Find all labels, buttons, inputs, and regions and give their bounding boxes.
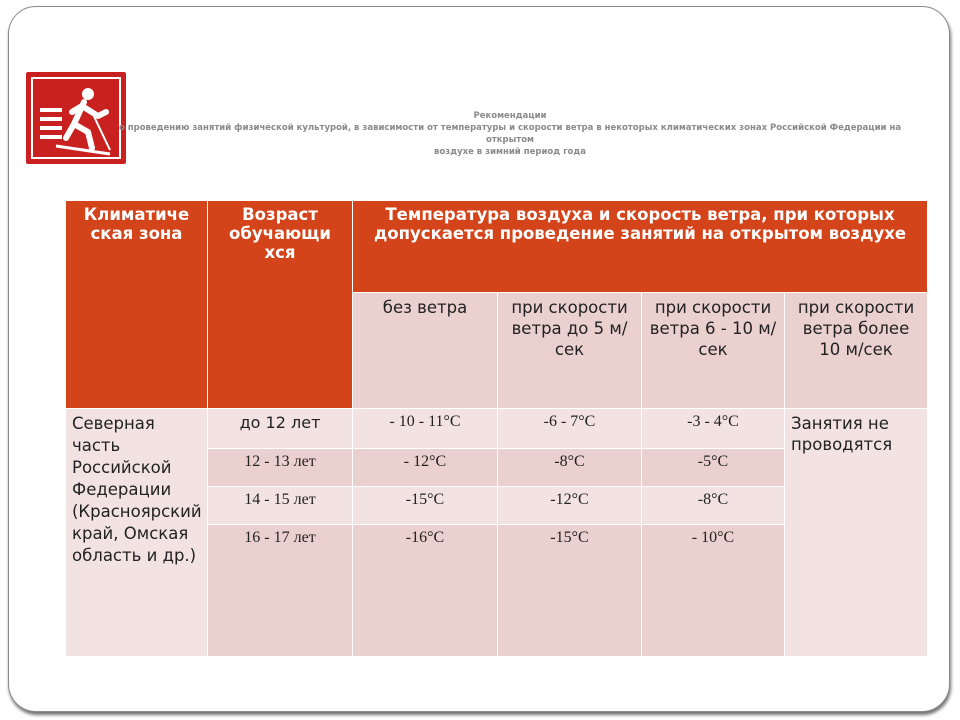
temp-6-10-cell: - 10°С (642, 525, 785, 657)
title-line-1: Рекомендации (473, 111, 547, 121)
temp-6-10-cell: -3 - 4°С (642, 409, 785, 449)
age-cell: 12 - 13 лет (208, 449, 353, 487)
zone-cell: Северная часть Российской Федерации (Красноярский край, Омская область и др.) (66, 409, 208, 657)
no-classes-note: Занятия не проводятся (785, 409, 928, 657)
temp-no-wind-cell: -15°С (353, 487, 498, 525)
subheader-no-wind: без ветра (353, 293, 498, 409)
subheader-wind-to-5: при скорости ветра до 5 м/сек (498, 293, 642, 409)
title-line-3: воздухе в зимний период года (434, 147, 586, 157)
title-line-2: о проведению занятий физической культурой, в зависимости от температуры и скорости ветра в некоторых климатических зонах Российской Федерации на открытом (118, 123, 902, 145)
temp-to5-cell: -15°С (498, 525, 642, 657)
temp-to5-cell: -12°С (498, 487, 642, 525)
age-cell: 16 - 17 лет (208, 525, 353, 657)
recommendations-table (65, 200, 928, 657)
temp-to5-cell: -8°С (498, 449, 642, 487)
subheader-wind-over-10: при скорости ветра более 10 м/сек (785, 293, 928, 409)
header-age: Возраст обучающи хся (208, 201, 353, 409)
temp-to5-cell: -6 - 7°С (498, 409, 642, 449)
temp-6-10-cell: -5°С (642, 449, 785, 487)
header-temperature: Температура воздуха и скорость ветра, при которых допускается проведение занятий на открытом воздухе (353, 201, 928, 293)
subheader-wind-6-10: при скорости ветра 6 - 10 м/сек (642, 293, 785, 409)
temp-no-wind-cell: -16°С (353, 525, 498, 657)
age-cell: до 12 лет (208, 409, 353, 449)
temp-6-10-cell: -8°С (642, 487, 785, 525)
age-cell: 14 - 15 лет (208, 487, 353, 525)
temp-no-wind-cell: - 10 - 11°С (353, 409, 498, 449)
temp-no-wind-cell: - 12°С (353, 449, 498, 487)
header-zone: Климатиче ская зона (66, 201, 208, 409)
slide-title (110, 110, 910, 158)
